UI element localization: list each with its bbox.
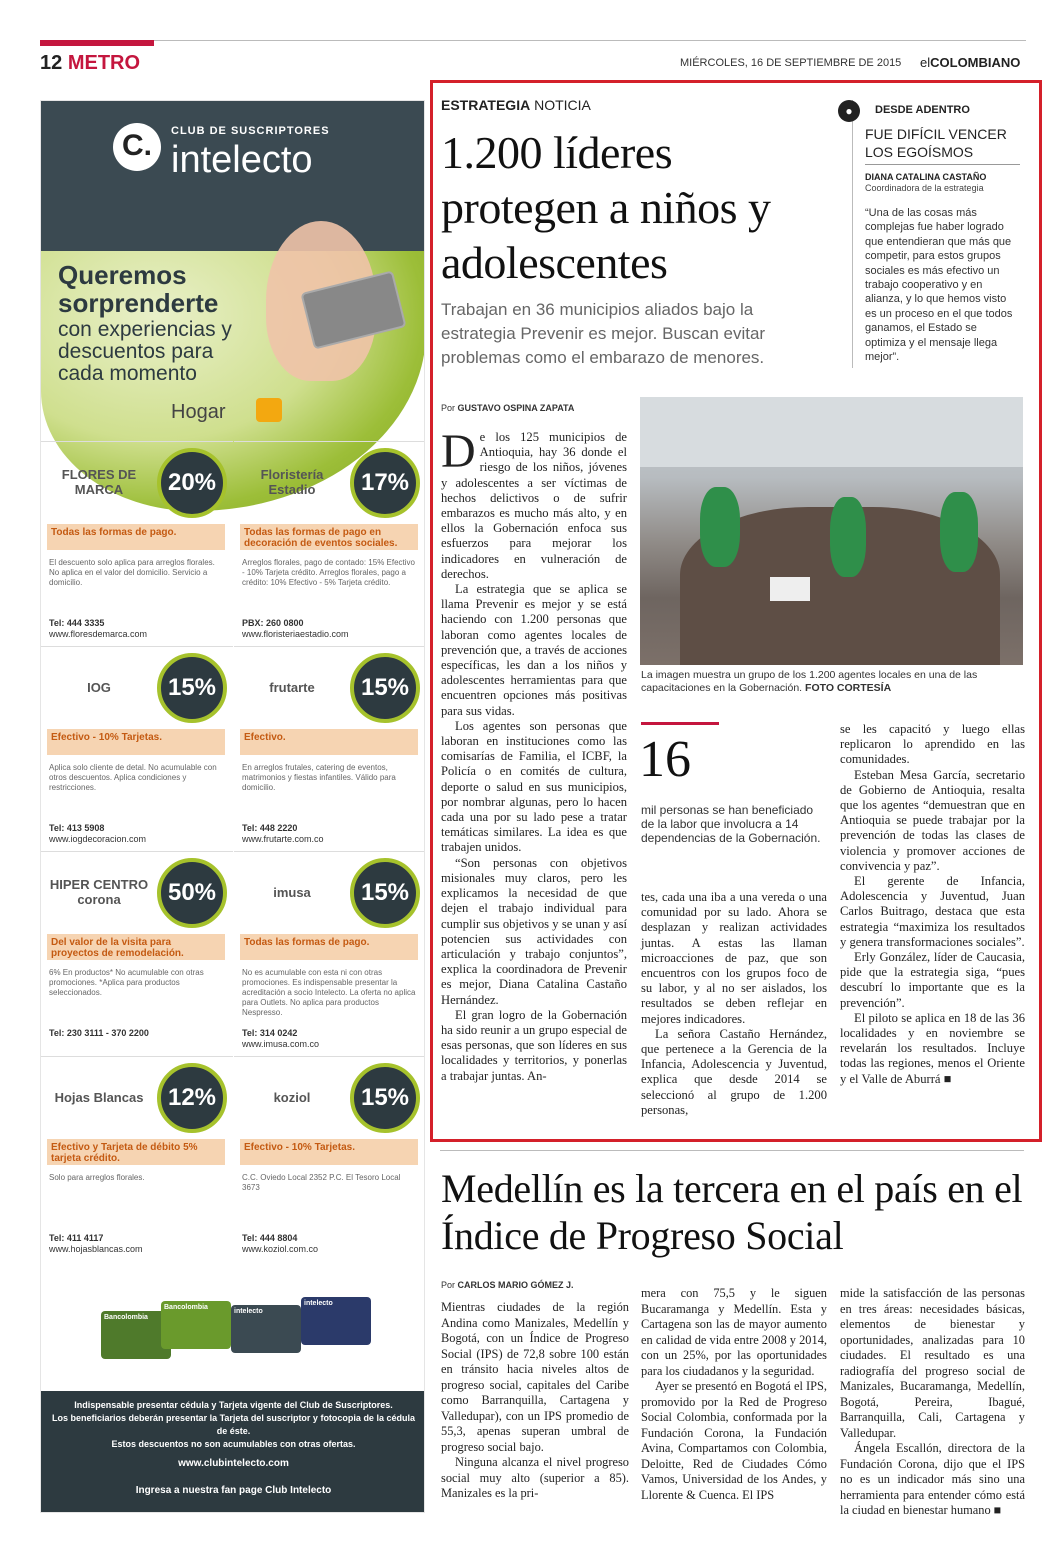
- discount-badge: 12%: [157, 1063, 227, 1133]
- offer-terms: Efectivo - 10% Tarjetas.: [47, 729, 225, 755]
- article-2-headline: Medellín es la tercera en el país en el Índice de Progreso Social: [441, 1166, 1023, 1258]
- section-name: METRO: [67, 52, 141, 74]
- article-2-column-2: [641, 1286, 827, 1503]
- brand-name: intelecto: [171, 139, 313, 181]
- paragraph: La estrategia que se aplica se llama Prevenir es mejor y se está haciendo con 1.200 personas que laboran como agentes locales de prevención que, a través de acciones específicas, les dan a los niños y adolescentes herramientas para que encuentren opciones más positivas para sus vidas.: [441, 582, 627, 718]
- offer-card[interactable]: [234, 1056, 425, 1256]
- section-accent-bar: [40, 40, 154, 46]
- stat-accent-bar: [641, 722, 719, 725]
- stat-text: mil personas se han beneficiado de la labor que involucra a 14 dependencias de la Gobernación.: [641, 803, 821, 845]
- paragraph: mide la satisfacción de las personas en tres áreas: necesidades básicas, elementos de bienestar y oportunidades, analizadas para 10 ciudades. El resultado es una radiografía del progreso social de Manizales, Bucaramanga, Medellín, Bogotá, Pereira, Ibagué, Barranquilla, Cali, Cartagena y Valledupar.: [840, 1286, 1025, 1440]
- offer-terms: Efectivo y Tarjeta de débito 5% tarjeta crédito.: [47, 1139, 225, 1165]
- category-label: Hogar: [171, 401, 226, 423]
- offer-description: En arreglos frutales, catering de eventos, matrimonios y fiestas infantiles. Válido para domicilio.: [242, 763, 396, 792]
- paragraph: tes, cada una iba a una vereda o una comunidad por su lado. Ahora se desplazan y realizan actividades juntas. A estas las llaman microacciones de paz, que son encuentros con los grupos foco de su labor, y al no ser aislados, los resultados se deben reflejar en mejores indicadores.: [641, 890, 827, 1026]
- page-number: 12: [40, 52, 63, 74]
- ad-footer: [41, 1391, 425, 1513]
- offer-logo: FLORES DE MARCA: [61, 467, 137, 497]
- top-rule: [40, 40, 1026, 41]
- issue-date: MIÉRCOLES, 16 DE SEPTIEMBRE DE 2015: [680, 57, 902, 69]
- paragraph: mera con 75,5 y le siguen Bucaramanga y Medellín. Esta y Cartagena son las de mayor aumento en calidad de vida entre 2008 y 2014, con un 25%, por las oportunidades para los ciudadanos y la seguridad.: [641, 1286, 827, 1378]
- sidebar-source-name: DIANA CATALINA CASTAÑO: [865, 172, 987, 182]
- paragraph: La señora Castaño Hernández, que pertenece a la Gerencia de la Infancia, Adolescencia y Juventud, explica que desde 2014 se seleccionó al grupo de 1.200 personas,: [641, 1026, 827, 1117]
- ad-legal-2: Los beneficiarios deberán presentar la Tarjeta del suscriptor y fotocopia de la cédula de éste.: [52, 1413, 415, 1436]
- card-image: Bancolombia: [101, 1311, 171, 1359]
- ad-fanpage-link[interactable]: Ingresa a nuestra fan page Club Intelecto: [135, 1485, 332, 1496]
- person-icon: ●: [838, 100, 860, 122]
- offer-phone: PBX: 260 0800: [242, 618, 304, 628]
- paragraph: se les capacitó y luego ellas replicaron lo aprendido en las comunidades.: [840, 722, 1025, 767]
- ad-legal-1: Indispensable presentar cédula y Tarjeta vigente del Club de Suscriptores.: [74, 1400, 393, 1410]
- discount-badge: 15%: [157, 653, 227, 723]
- offer-logo: koziol: [273, 1089, 311, 1105]
- offer-website: www.hojasblancas.com: [49, 1244, 143, 1254]
- offer-logo: frutarte: [269, 679, 315, 695]
- offer-description: Aplica solo cliente de detal. No acumulable con otros descuentos. Aplica condiciones y restricciones.: [49, 763, 217, 792]
- offer-phone: Tel: 314 0242: [242, 1028, 298, 1038]
- paragraph: El gerente de Infancia, Adolescencia y Juventud, Juan Carlos Buitrago, destaca que esta estrategia “maximiza los resultados y genera transformaciones sociales”.: [840, 874, 1025, 949]
- offer-terms: Todas las formas de pago.: [47, 524, 225, 550]
- offer-phone: Tel: 444 8804: [242, 1233, 298, 1243]
- offer-website: www.floristeriaestadio.com: [242, 629, 349, 639]
- offer-terms: Del valor de la visita para proyectos de remodelación.: [47, 934, 225, 960]
- discount-badge: 20%: [157, 448, 227, 518]
- discount-badge: 50%: [157, 858, 227, 928]
- photo-caption: La imagen muestra un grupo de los 1.200 agentes locales en una de las capacitaciones en la Gobernación. FOTO CORTESÍA: [641, 669, 978, 694]
- paragraph: El piloto se aplica en 18 de las 36 localidades y en noviembre se revelarán los resultados. Incluye todas las regiones, menos el Oriente y el Valle de Aburrá ■: [840, 1010, 1025, 1086]
- article-2-column-3: [840, 1286, 1025, 1519]
- paragraph: Ayer se presentó en Bogotá el IPS, promovido por la Red de Progreso Social Colombia, conformada por la Fundación Corona, la Fundación Avina, Compartamos con Colombia, Deloitte, Red de Ciudades Cómo Vamos, Universidad de los Andes, y Llorente & Cuenca. El IPS: [641, 1379, 827, 1502]
- paragraph: Ángela Escallón, directora de la Fundación Corona, dijo que el IPS no es un indicador más sino una herramienta para entender cómo está la ciudad en bienestar humano ■: [840, 1441, 1025, 1517]
- article-photo[interactable]: [640, 397, 1023, 665]
- discount-badge: 15%: [350, 653, 420, 723]
- offer-description: El descuento solo aplica para arreglos florales. No aplica en el valor del domicilio. Servicio a domicilio.: [49, 558, 215, 587]
- offer-card[interactable]: [234, 441, 425, 641]
- article-kicker: ESTRATEGIA NOTICIA: [441, 97, 591, 113]
- house-icon: [256, 398, 282, 422]
- card-image: intelecto: [301, 1297, 371, 1345]
- ad-subheadline: con experiencias y descuentos para cada momento: [58, 318, 232, 385]
- paragraph: Esteban Mesa García, secretario de Gobierno de Antioquia, resalta que los agentes “demuestran que en Antioquia se puede trabajar por la prevención de todas las clases de violencia y promover acciones de convivencia y paz”.: [840, 767, 1025, 873]
- photo-credit: FOTO CORTESÍA: [805, 682, 892, 694]
- sidebar-source-role: Coordinadora de la estrategia: [865, 183, 984, 193]
- paragraph: Mientras ciudades de la región Andina como Manizales, Medellín y Bogotá, con un Índice de Progreso Social (IPS) de 72,8 sobre 100 están en tránsito hacia niveles altos de progreso social, capitales del Caribe como Barranquilla, Cartagena y Valledupar), con un IPS promedio de 55,3, apenas superan umbral de progreso social bajo.: [441, 1300, 629, 1454]
- newspaper-name: elCOLOMBIANO: [920, 55, 1021, 70]
- paragraph: Los agentes son personas que laboran en instituciones como las comisarías de Familia, el ICBF, la Policía o en comités de cultura, deporte o salud en sus municipios, por nombrar algunas, pero lo hacen cada una por su lado pese a tratar temáticas similares. La idea es que trabajen unidos.: [441, 718, 627, 855]
- offer-card[interactable]: [41, 1056, 233, 1256]
- offer-card[interactable]: [234, 851, 425, 1051]
- offer-terms: Efectivo - 10% Tarjetas.: [240, 1139, 418, 1165]
- offer-card[interactable]: [41, 441, 233, 641]
- offer-phone: Tel: 448 2220: [242, 823, 298, 833]
- offer-card[interactable]: [41, 851, 233, 1051]
- offer-logo: Floristería Estadio: [260, 467, 324, 497]
- card-image: intelecto: [231, 1305, 301, 1353]
- offer-card[interactable]: [41, 646, 233, 846]
- offer-website: www.koziol.com.co: [242, 1244, 319, 1254]
- offer-description: C.C. Oviedo Local 2352 P.C. El Tesoro Local 3673: [242, 1173, 401, 1192]
- offer-phone: Tel: 413 5908: [49, 823, 105, 833]
- offer-logo: IOG: [87, 679, 111, 695]
- offer-phone: Tel: 411 4117: [49, 1233, 104, 1243]
- article-2-byline: Por CARLOS MARIO GÓMEZ J.: [441, 1280, 574, 1290]
- card-image: Bancolombia: [161, 1301, 231, 1349]
- paragraph: “Son personas con objetivos misionales muy claros, pero les explicamos la necesidad de que dejen el trabajo individual para cumplir sus objetivos y se unan y así potencien sus actividades con articulación y trabajo conjuntos”, explica la coordinadora de Prevenir es mejor, Diana Catalina Castaño Hernández.: [441, 855, 627, 1007]
- offer-description: No es acumulable con esta ni con otras promociones. Es indispensable presentar la acreditación a socio Intelecto. La oferta no aplica para Outlets. No aplica para productos Nespresso.: [242, 968, 416, 1017]
- offer-logo: imusa: [273, 884, 311, 900]
- offer-terms: Efectivo.: [240, 729, 418, 755]
- article-column-1: De los 125 municipios de Antioquia, hay 36 donde el riesgo de los niños, jóvenes y adolescentes a ser víctimas de hechos delictivos o de sufrir embarazos es mucho más alto, y en ellos la Gobernación enfoca sus esfuerzos para mejorar los indicadores en vulneración de derechos. La estrategia que se aplica se llama Prevenir es mejor y se está haciendo con 1.200 personas que laboran como agentes locales de prevención que, a través de acciones específicas, les dan a los niños y adolescentes herramientas para que encuentren opciones más positivas para sus vidas. Los agentes son personas que laboran en instituciones como las comisarías de Familia, el ICBF, la Policía o en comités de cultura, deporte o salud en sus municipios, por nombrar algunas, pero lo hacen cada una por su lado pese a tratar temáticas similares. La idea es que trabajen unidos. “Son personas con objetivos misionales muy claros, pero les explicamos la necesidad de que dejen el trabajo individual para cumplir sus objetivos y se unan y así potencien sus actividades con articulación y trabajo conjuntos”, explica la coordinadora de Prevenir es mejor, Diana Catalina Castaño Hernández. El gran logro de la Gobernación ha sido reunir a un grupo especial de esas personas, que son líderes en sus localidades y territorios, y ponerlas a trabajar juntas. An-: [441, 425, 627, 1083]
- article-headline: 1.200 líderes protegen a niños y adolescentes: [441, 127, 771, 288]
- offer-website: www.frutarte.com.co: [242, 834, 324, 844]
- offer-description: Solo para arreglos florales.: [49, 1173, 145, 1182]
- page-header: [40, 52, 140, 75]
- paragraph: El gran logro de la Gobernación ha sido reunir a un grupo especial de esas personas, que son líderes en sus localidades y territorios, y ponerlas a trabajar juntas. An-: [441, 1007, 627, 1083]
- offer-description: 6% En productos* No acumulable con otras promociones. *Aplica para productos seleccionados.: [49, 968, 204, 997]
- paragraph: Erly González, líder de Caucasia, pide que la estrategia siga, “pues descubrí lo importante que es la prevención”.: [840, 950, 1025, 1010]
- club-label: CLUB DE SUSCRIPTORES: [171, 125, 330, 137]
- ad-legal-3: Estos descuentos no son acumulables con otras ofertas.: [111, 1439, 356, 1449]
- sidebar-divider: [852, 100, 853, 368]
- discount-badge: 15%: [350, 1063, 420, 1133]
- offer-phone: Tel: 230 3111 - 370 2200: [49, 1028, 149, 1038]
- paragraph: Ninguna alcanza el nivel progreso social muy alto (superior a 85). Manizales es la pri-: [441, 1455, 629, 1500]
- article-deck: Trabajan en 36 municipios aliados bajo la estrategia Prevenir es mejor. Buscan evitar problemas como el embarazo de menores.: [441, 300, 766, 367]
- offer-description: Arreglos florales, pago de contado: 15% Efectivo - 10% Tarjeta crédito. Arreglos florales, pago a crédito: 10% Efectivo - 5% Tarjeta crédito.: [242, 558, 415, 587]
- offer-phone: Tel: 444 3335: [49, 618, 105, 628]
- offer-terms: Todas las formas de pago.: [240, 934, 418, 960]
- offer-logo: HIPER CENTRO corona: [49, 877, 149, 907]
- offer-website: www.iogdecoracion.com: [49, 834, 147, 844]
- discount-badge: 15%: [350, 858, 420, 928]
- article-2-column-1: [441, 1300, 629, 1502]
- article-column-3: [840, 722, 1025, 1087]
- advertisement[interactable]: [40, 100, 425, 1513]
- ad-headline: Queremos sorprenderte: [58, 260, 219, 318]
- sidebar-title: FUE DIFÍCIL VENCER LOS EGOÍSMOS: [865, 125, 1020, 165]
- club-logo: C.: [113, 123, 161, 171]
- article-column-2: [641, 890, 827, 1118]
- offer-website: www.imusa.com.co: [242, 1039, 320, 1049]
- sidebar-quote: “Una de las cosas más complejas fue haber logrado que entendieran que más que competir, para estos grupos sociales es más efectivo un trabajo cooperativo y en alianza, y lo que hemos visto es un proceso en el que todos ganamos, el Estado se optimiza y el mensaje llega mejor”.: [865, 207, 1013, 364]
- offer-terms: Todas las formas de pago en decoración de eventos sociales.: [240, 524, 418, 550]
- ad-card-images: [101, 1291, 381, 1371]
- article-separator: [440, 1150, 1024, 1151]
- offer-website: www.floresdemarca.com: [49, 629, 148, 639]
- sidebar-label: DESDE ADENTRO: [875, 104, 970, 116]
- drop-cap: D: [441, 425, 476, 478]
- article-byline: Por GUSTAVO OSPINA ZAPATA: [441, 403, 575, 413]
- discount-badge: 17%: [350, 448, 420, 518]
- offer-logo: Hojas Blancas: [54, 1089, 144, 1105]
- offer-card[interactable]: [234, 646, 425, 846]
- ad-website-link[interactable]: www.clubintelecto.com: [178, 1458, 289, 1469]
- stat-number: 16: [639, 731, 691, 788]
